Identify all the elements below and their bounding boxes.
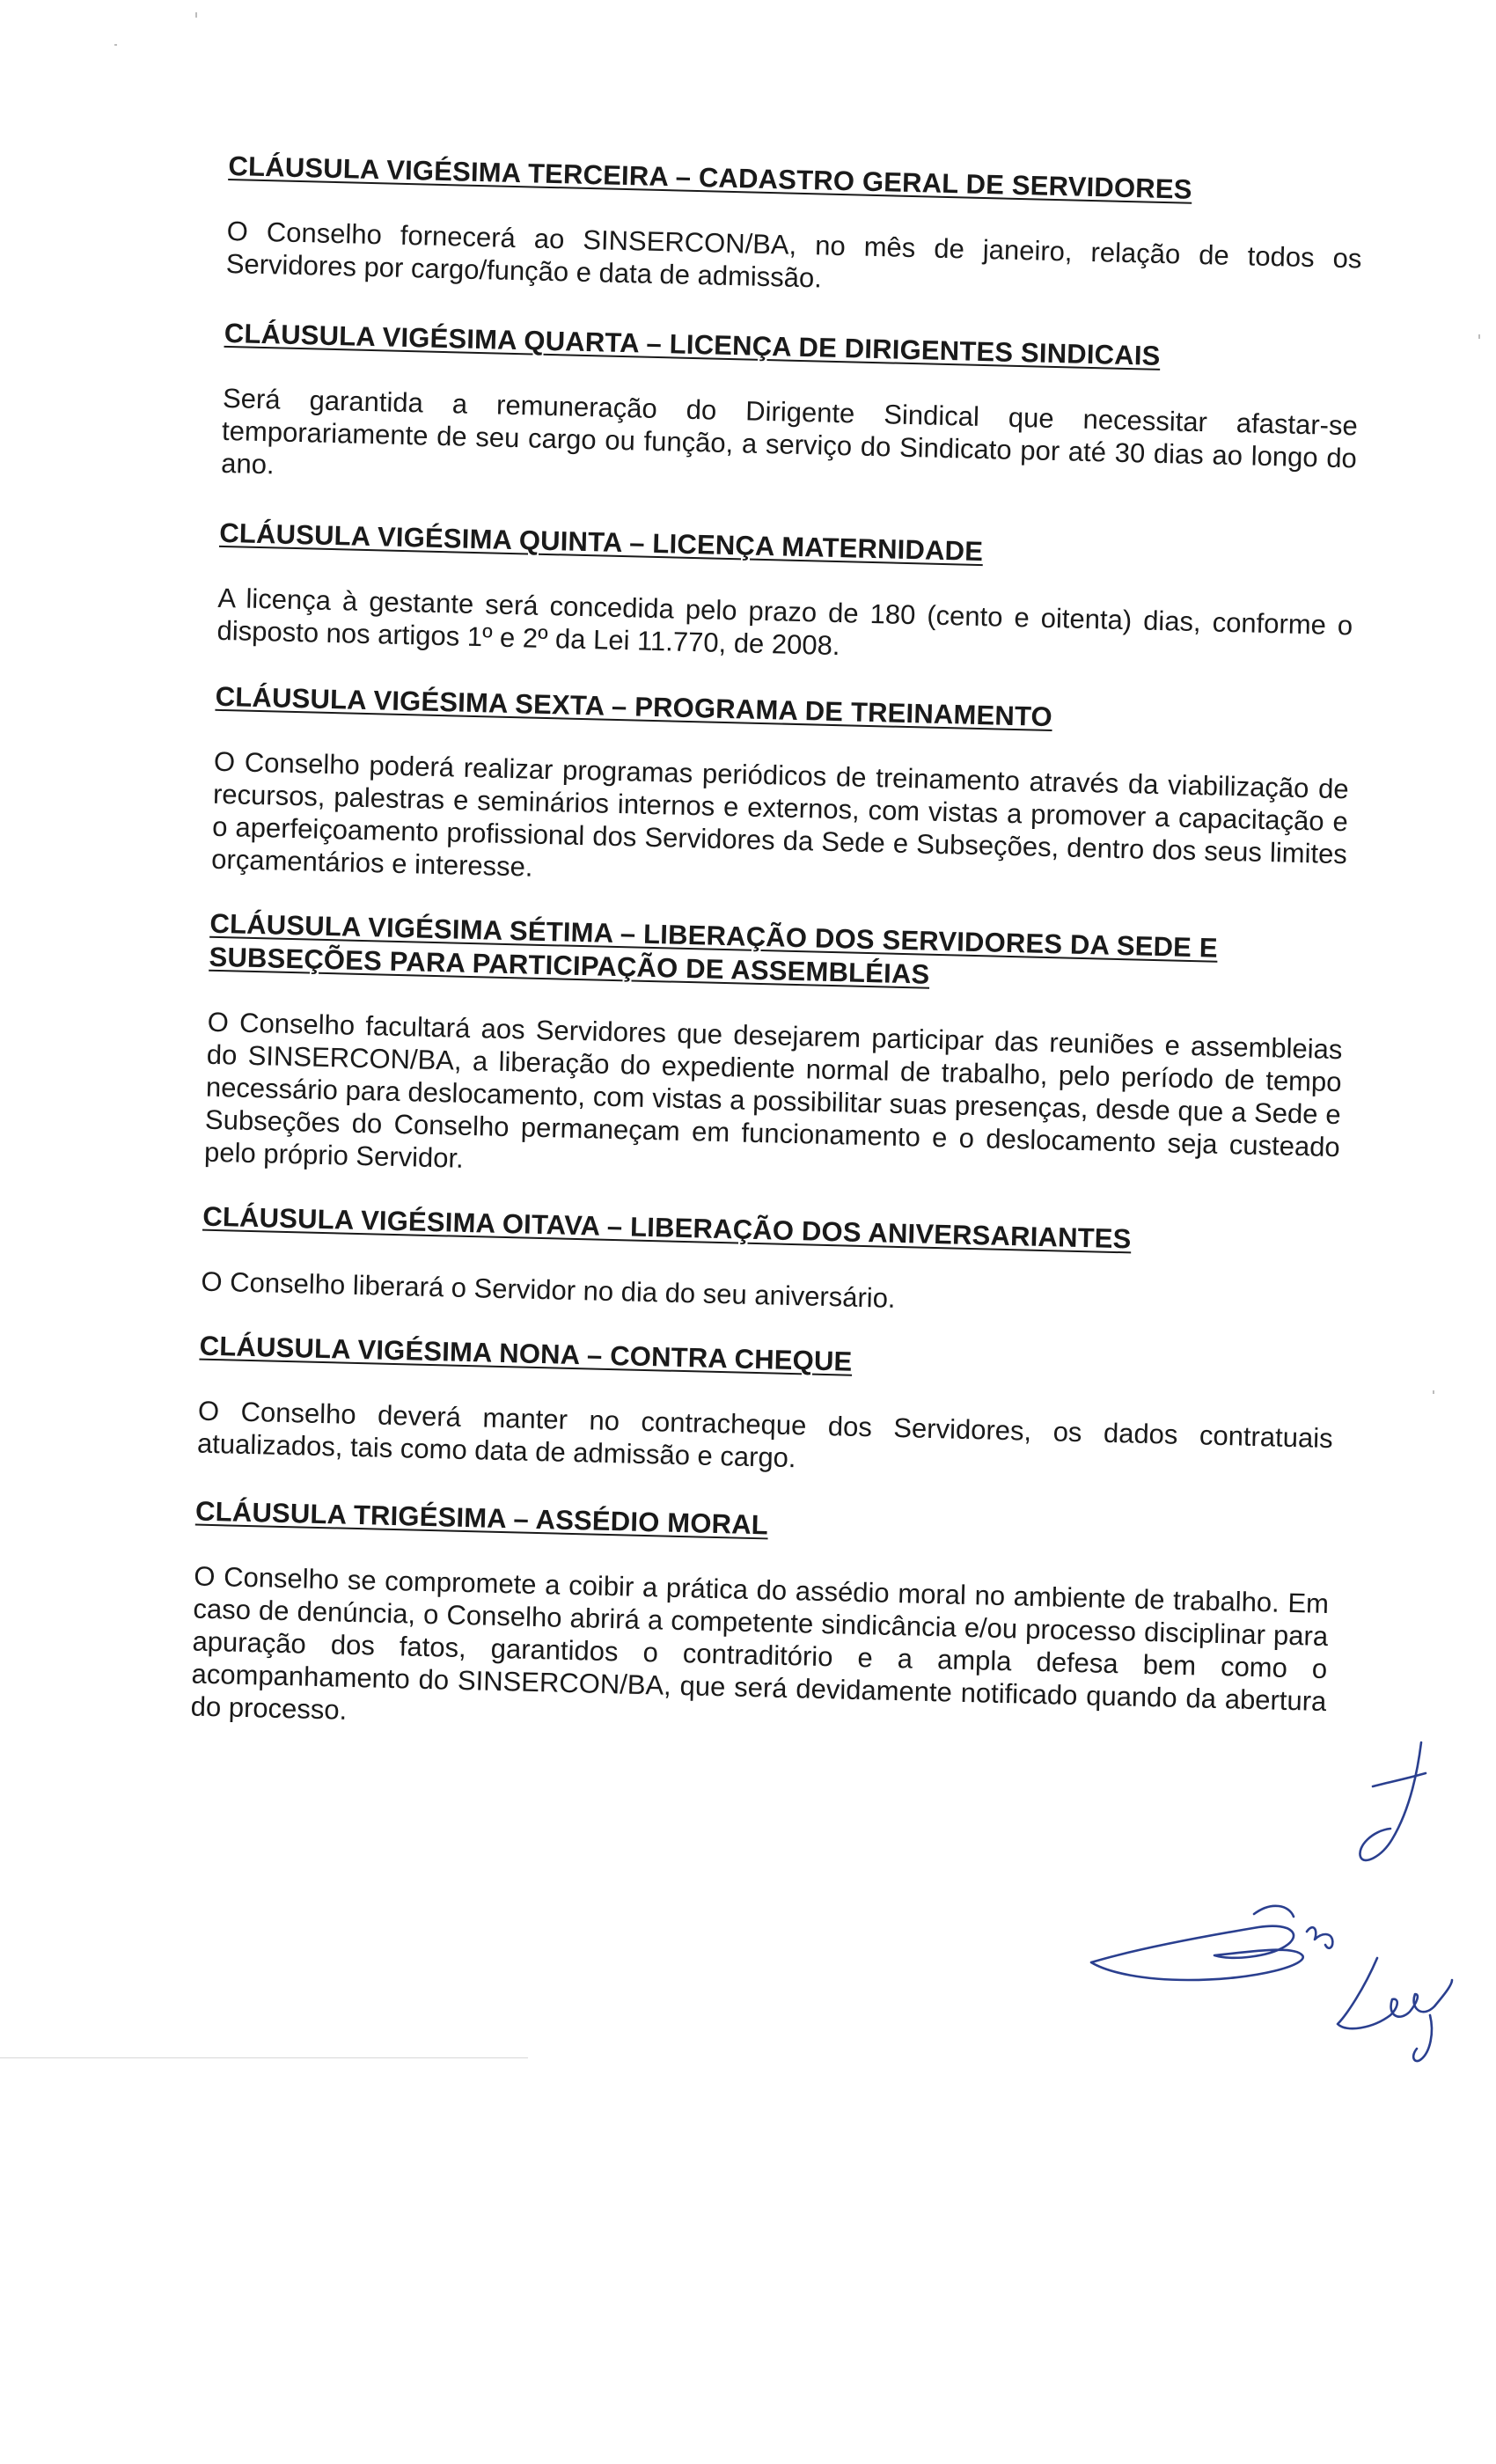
- scan-speck: [114, 44, 117, 46]
- clause-25: [216, 517, 1354, 674]
- scan-speck: [1478, 334, 1480, 339]
- clause-title: CLÁUSULA VIGÉSIMA OITAVA – LIBERAÇÃO DOS ANIVERSARIANTES: [202, 1200, 1132, 1255]
- clause-30: [190, 1495, 1331, 1750]
- clause-title: CLÁUSULA VIGÉSIMA TERCEIRA – CADASTRO GERAL DE SERVIDORES: [228, 150, 1193, 205]
- clause-24: [221, 317, 1360, 507]
- clause-title: CLÁUSULA VIGÉSIMA NONA – CONTRA CHEQUE: [199, 1330, 853, 1377]
- clause-text: Será garantida a remuneração do Dirigente Sindical que necessitar afastar-se temporariamente de seu cargo ou função, a serviço do Sindicato por até 30 dias ao longo do ano.: [220, 382, 1359, 480]
- clause-text: O Conselho poderá realizar programas periódicos de treinamento através da viabilização de recursos, palestras e seminários internos e externos, com vistas a promover a capacitação e o aperfeiçoamento profissional dos Servidores da Sede e Subseções, dentro dos seus limites orçamentários e interesse.: [210, 745, 1350, 883]
- scan-edge-line: [0, 2057, 528, 2058]
- signature-3: [1338, 1958, 1452, 2028]
- clause-text: A licença à gestante será concedida pelo prazo de 180 (cento e oitenta) dias, conforme o disposto nos artigos 1º e 2º da Lei 11.770, de 2008.: [216, 582, 1353, 662]
- signature-2-tail: [1307, 1927, 1332, 1948]
- document-body: [190, 150, 1363, 1750]
- clause-text: O Conselho se compromete a coibir a prática do assédio moral no ambiente de trabalho. Em caso de denúncia, o Conselho abrirá a competente sindicância e/ou processo disciplinar para apuração dos fatos, garantidos o contraditório e a ampla defesa bem como o acompanhamento do SINSERCON/BA, que será devidamente notificado quando da abertura do processo.: [190, 1560, 1330, 1726]
- clause-27: [204, 907, 1346, 1196]
- clause-text: O Conselho facultará aos Servidores que desejarem participar das reuniões e assembleias do SINSERCON/BA, a liberação do expediente normal de trabalho, pelo período de tempo necessário para deslocamento, com vistas a possibilitar suas presenças, desde que a Sede e Subseções do Conselho permaneçam em funcionamento e o deslocamento seja custeado pelo próprio Servidor.: [203, 1006, 1343, 1174]
- clause-23: [225, 150, 1363, 307]
- signature-2-stroke: [1254, 1906, 1294, 1917]
- signature-3-loop: [1413, 2015, 1432, 2061]
- handwritten-signatures: [1082, 1725, 1470, 2077]
- clause-26: [211, 680, 1351, 903]
- clause-text: O Conselho fornecerá ao SINSERCON/BA, no mês de janeiro, relação de todos os Servidores por cargo/função e data de admissão.: [225, 215, 1362, 294]
- clause-text: O Conselho deverá manter no contracheque dos Servidores, os dados contratuais atualizados, tais como data de admissão e cargo.: [196, 1395, 1334, 1474]
- clause-29: [197, 1330, 1335, 1487]
- clause-title: CLÁUSULA VIGÉSIMA QUARTA – LICENÇA DE DIRIGENTES SINDICAIS: [224, 317, 1161, 371]
- signature-initial-1-stroke: [1373, 1773, 1426, 1786]
- clause-title: CLÁUSULA VIGÉSIMA QUINTA – LICENÇA MATERNIDADE: [218, 517, 984, 568]
- signature-initial-1: [1360, 1742, 1421, 1860]
- scan-speck: [1433, 1390, 1434, 1394]
- clause-title: CLÁUSULA TRIGÉSIMA – ASSÉDIO MORAL: [194, 1495, 769, 1541]
- clause-title: CLÁUSULA VIGÉSIMA SEXTA – PROGRAMA DE TREINAMENTO: [215, 680, 1053, 733]
- clause-title: CLÁUSULA VIGÉSIMA SÉTIMA – LIBERAÇÃO DOS SERVIDORES DA SEDE E SUBSEÇÕES PARA PARTICIPAÇÃO DE ASSEMBLÉIAS: [209, 907, 1219, 990]
- scan-speck: [195, 12, 197, 18]
- clause-28: [201, 1200, 1338, 1325]
- signature-2: [1091, 1926, 1303, 1980]
- clause-text: O Conselho liberará o Servidor no dia do seu aniversário.: [201, 1265, 896, 1314]
